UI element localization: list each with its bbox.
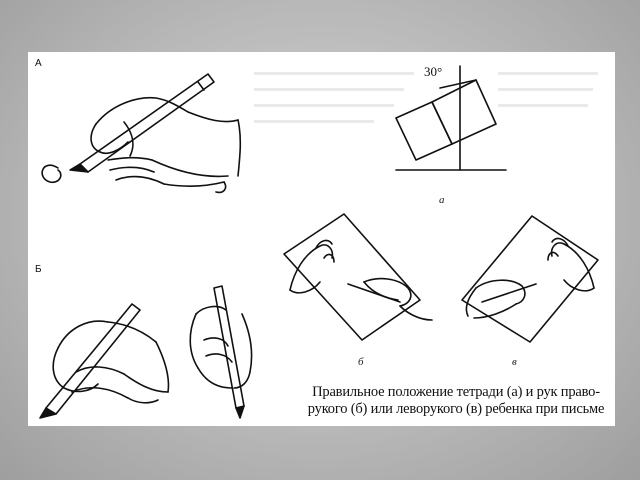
sublabel-v: в — [512, 356, 517, 368]
panel-label-b: Б — [35, 264, 42, 275]
hand-writing-drawing-a — [42, 74, 240, 192]
hand-grip-drawing-b-right — [190, 286, 251, 418]
figure-caption — [306, 384, 606, 418]
panel-label-a: А — [35, 58, 42, 69]
caption-line-2: рукого (б) или леворукого (в) ребенка при письме — [307, 401, 605, 417]
caption-line-1: Правильное положение тетради (а) и рук право- — [312, 384, 600, 400]
notebook-hands-diagram-v — [462, 216, 598, 342]
sublabel-b: б — [358, 356, 364, 368]
notebook-angle-diagram — [396, 66, 506, 170]
hand-grip-drawing-b-left — [40, 304, 169, 418]
drawings — [28, 52, 615, 426]
sublabel-a: а — [439, 194, 445, 206]
illustration-sheet — [28, 52, 615, 426]
notebook-hands-diagram-b — [284, 214, 432, 340]
angle-label: 30° — [424, 64, 443, 79]
